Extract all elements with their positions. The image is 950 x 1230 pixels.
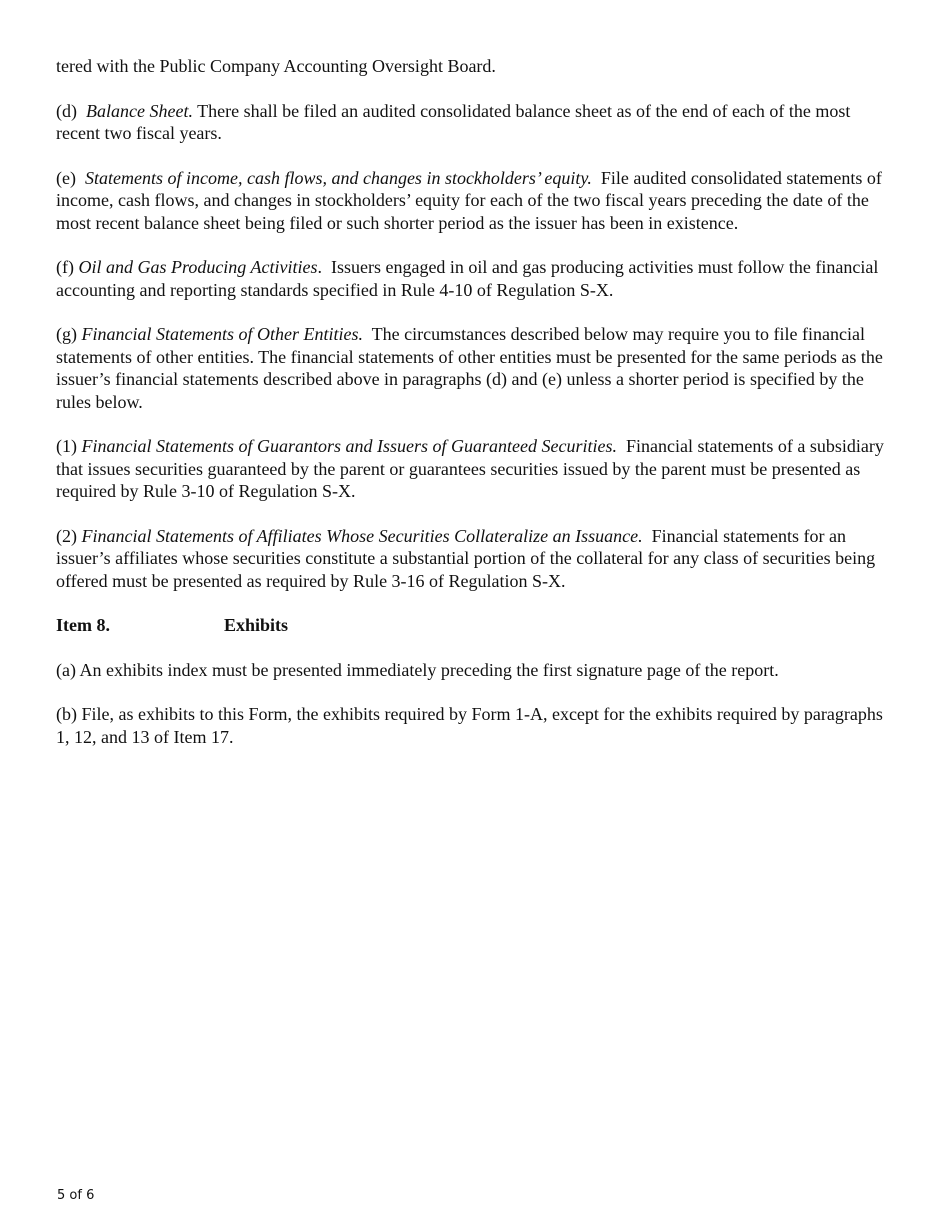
paragraph-g1-body: Financial statements of a subsidiary that issues securities guaranteed by the parent or guarantees securities issued by the parent must be presented as required by Rule 3-10 of Regulation S-X. (56, 436, 884, 501)
paragraph-f-body: Issuers engaged in oil and gas producing activities must follow the financial accounting and reporting standards specified in Rule 4-10 of Regulation S-X. (56, 257, 879, 300)
paragraph-g-label: (g) (56, 324, 77, 344)
page-number: 5 of 6 (57, 1188, 95, 1203)
paragraph-e-title: Statements of income, cash flows, and changes in stockholders’ equity. (84, 167, 592, 188)
paragraph-g2-label: (2) (56, 525, 77, 546)
paragraph-g1 (56, 435, 896, 503)
paragraph-d (56, 100, 896, 145)
document-page (56, 55, 896, 770)
item-8-title: Exhibits (224, 615, 289, 635)
continuation-paragraph: tered with the Public Company Accounting Oversight Board. (56, 56, 496, 76)
paragraph-e-body: File audited consolidated statements of income, cash flows, and changes in stockholders’ equity for each of the two fiscal years preceding the date of the most recent balance sheet being filed or such shorter period as the issuer has been in existence. (56, 167, 882, 233)
paragraph-g2-title: Financial Statements of Affiliates Whose Securities Collateralize an Issuance. (81, 525, 643, 546)
paragraph-g-body: The circumstances described below may require you to file financial statements of other entities. The financial statements of other entities must be presented for the same periods as the issuer’s financial statements described above in paragraphs (d) and (e) unless a shorter period is specified by the rules below. (56, 324, 883, 412)
item-8-number: Item 8. (56, 615, 110, 635)
paragraph-f-title: Oil and Gas Producing Activities (78, 257, 318, 277)
paragraph-e (56, 167, 896, 235)
paragraph-g1-label: (1) (56, 436, 77, 456)
paragraph-d-title: Balance Sheet. (86, 100, 193, 121)
paragraph-f: (f) Oil and Gas Producing Activities. Issuers engaged in oil and gas producing activities must follow the financial accounting and reporting standards specified in Rule 4-10 of Regulation S-X. (56, 257, 879, 300)
paragraph-g (56, 323, 896, 413)
paragraph-f-label: (f) (56, 257, 74, 277)
item-8-heading (56, 614, 896, 637)
paragraph-d-body: There shall be filed an audited consolidated balance sheet as of the end of each of the most recent two fiscal years. (56, 100, 851, 143)
paragraph-d-label: (d) (56, 100, 77, 121)
paragraph-g1-title: Financial Statements of Guarantors and Issuers of Guaranteed Securities. (81, 436, 617, 456)
item-8-paragraph-a: (a) An exhibits index must be presented immediately preceding the first signature page of the report. (56, 659, 779, 680)
paragraph-g2 (56, 525, 896, 593)
item-8-paragraph-b: (b) File, as exhibits to this Form, the exhibits required by Form 1-A, except for the exhibits required by paragraphs 1, 12, and 13 of Item 17. (56, 704, 883, 747)
paragraph-g-title: Financial Statements of Other Entities. (81, 324, 363, 344)
paragraph-e-label: (e) (56, 167, 76, 188)
paragraph-g2-body: Financial statements for an issuer’s affiliates whose securities constitute a substantial portion of the collateral for any class of securities being offered must be presented as required by Rule 3-16 of Regulation S-X. (56, 525, 876, 591)
